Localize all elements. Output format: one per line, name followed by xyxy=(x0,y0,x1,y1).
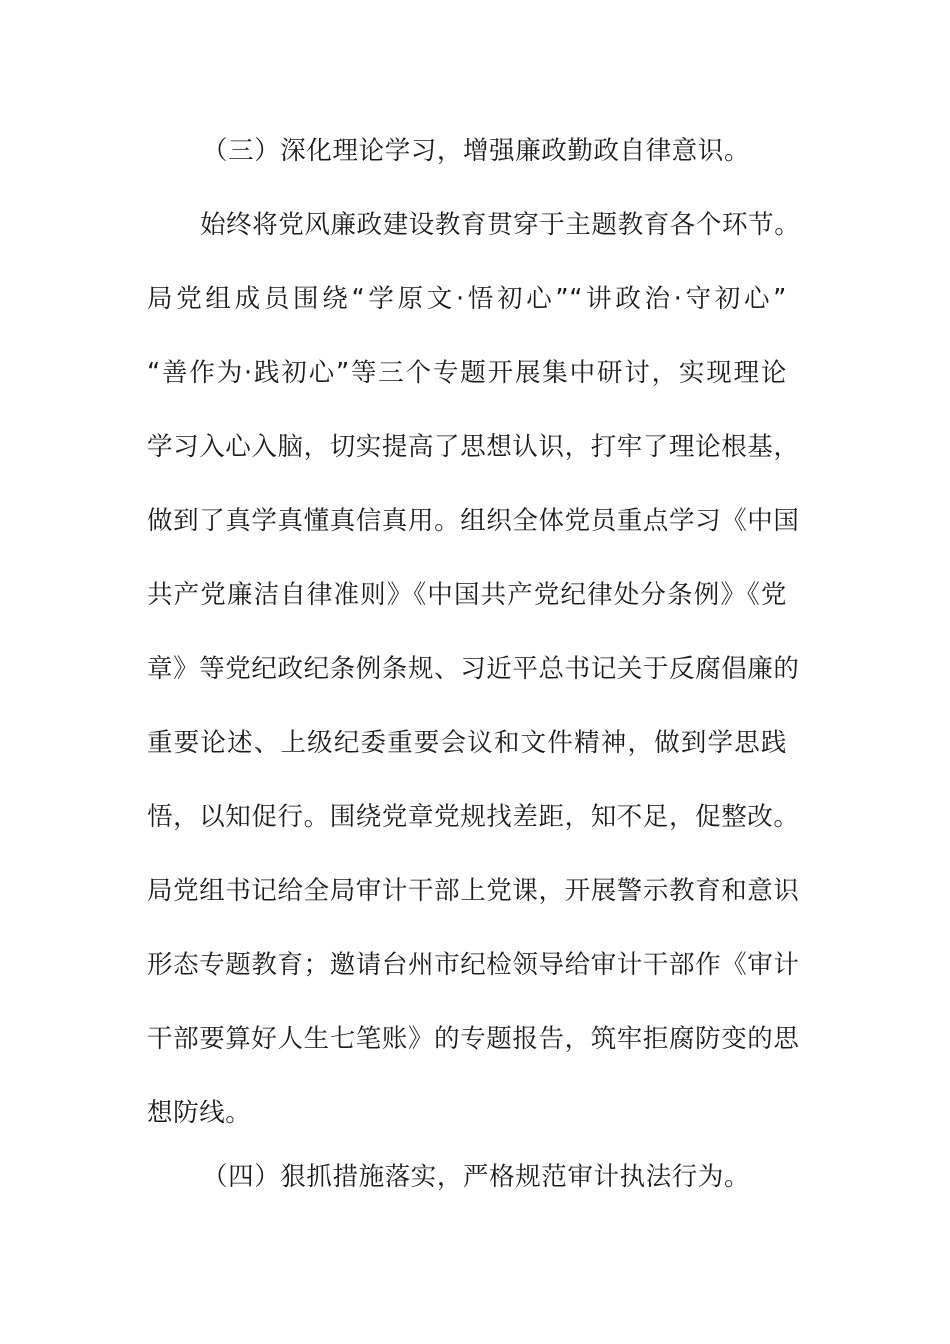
paragraph-line: 始终将党风廉政建设教育贯穿于主题教育各个环节。 xyxy=(200,210,801,240)
paragraph-line: 局党组书记给全局审计干部上党课，开展警示教育和意识 xyxy=(147,876,800,906)
paragraph-line: 学习入心入脑，切实提高了思想认识，打牢了理论根基， xyxy=(147,432,800,462)
paragraph-line: 形态专题教育；邀请台州市纪检领导给审计干部作《审计 xyxy=(147,950,800,980)
section-heading-3: （三）深化理论学习，增强廉政勤政自律意识。 xyxy=(202,136,751,166)
paragraph-line: 做到了真学真懂真信真用。组织全体党员重点学习《中国 xyxy=(147,506,800,536)
paragraph-line-last: 想防线。 xyxy=(147,1098,252,1128)
paragraph-line: 章》等党纪政纪条例条规、习近平总书记关于反腐倡廉的 xyxy=(147,654,800,684)
paragraph-line: 局党组成员围绕“学原文·悟初心”“讲政治·守初心” xyxy=(147,284,787,314)
paragraph-line: 共产党廉洁自律准则》《中国共产党纪律处分条例》《党 xyxy=(147,580,787,610)
paragraph-line: 悟，以知促行。围绕党章党规找差距，知不足，促整改。 xyxy=(147,802,800,832)
paragraph-line: 重要论述、上级纪委重要会议和文件精神，做到学思践 xyxy=(147,728,787,758)
paragraph-line: 干部要算好人生七笔账》的专题报告，筑牢拒腐防变的思 xyxy=(147,1024,800,1054)
paragraph-line: “善作为·践初心”等三个专题开展集中研讨，实现理论 xyxy=(147,358,787,388)
section-heading-4: （四）狠抓措施落实，严格规范审计执法行为。 xyxy=(202,1162,751,1192)
